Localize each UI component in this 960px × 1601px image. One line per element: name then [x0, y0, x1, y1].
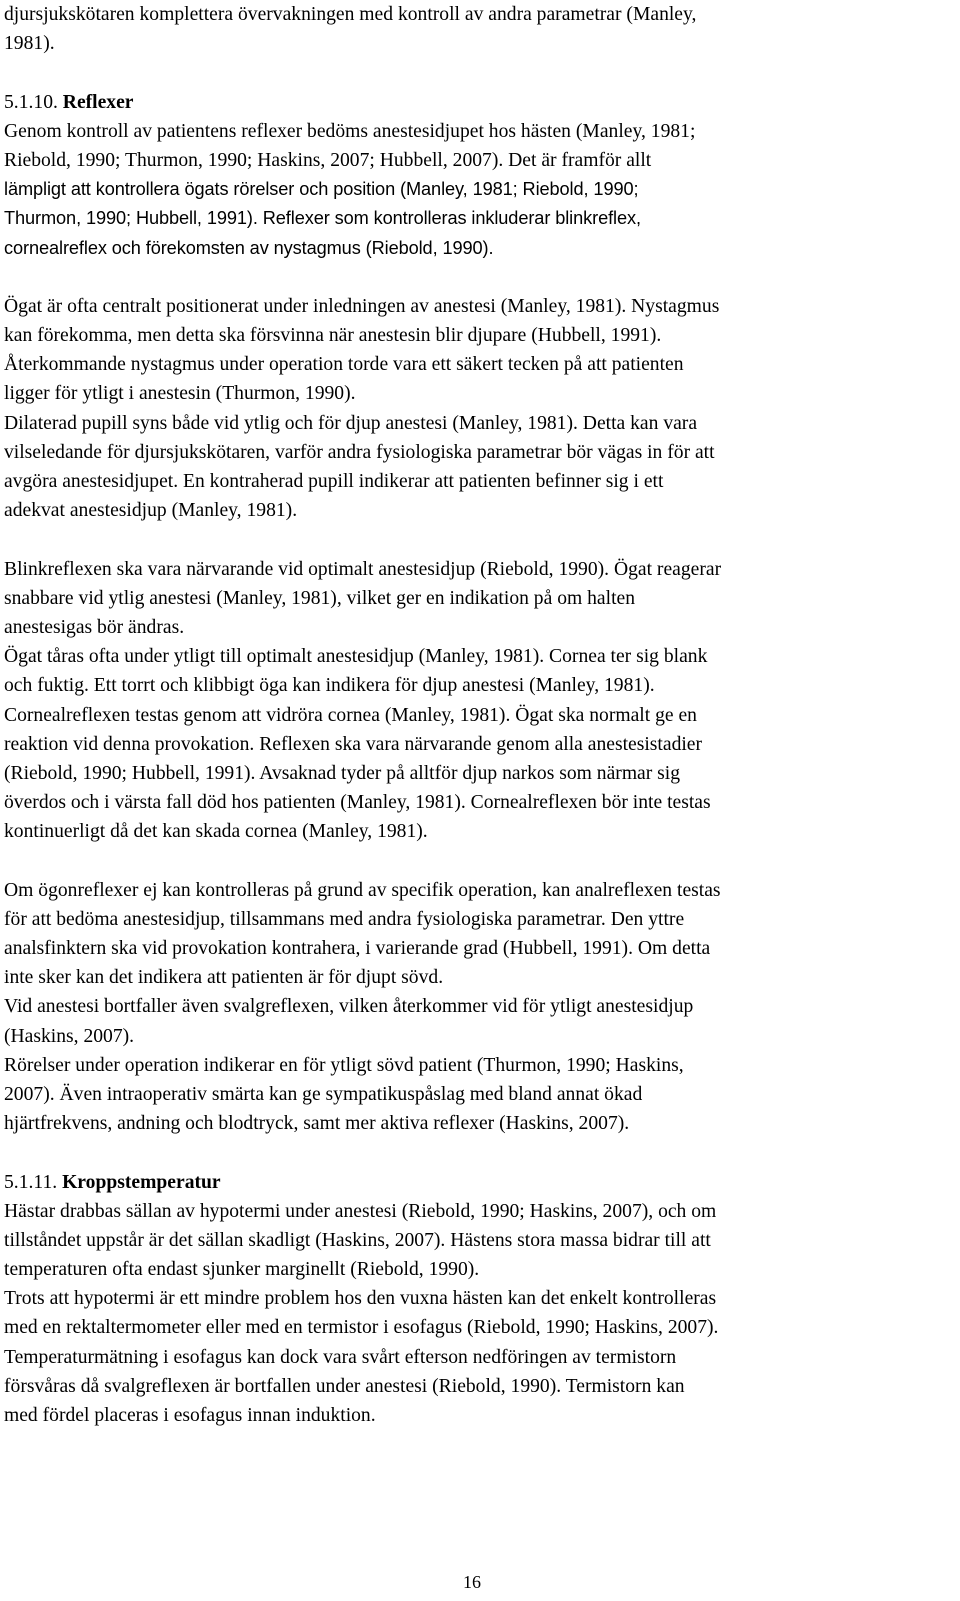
section-number: 5.1.11. [4, 1171, 58, 1193]
section-title: Kroppstemperatur [62, 1171, 221, 1193]
text-line: temperaturen ofta endast sjunker marginellt (Riebold, 1990). [4, 1259, 480, 1281]
section-title: Reflexer [62, 91, 134, 113]
paragraph-reflexer-2 [4, 292, 948, 526]
text-line: och fuktig. Ett torrt och klibbigt öga kan indikera för djup anestesi (Manley, 1981). [4, 675, 655, 697]
text-line: Ögat är ofta centralt positionerat under inledningen av anestesi (Manley, 1981). Nystagmus [4, 295, 720, 317]
text-line: djursjukskötaren komplettera övervakningen med kontroll av andra parametrar (Manley, [4, 4, 697, 25]
text-line: för att bedöma anestesidjup, tillsammans med andra fysiologiska parametrar. Den yttre [4, 908, 685, 930]
page-number: 16 [463, 1572, 481, 1592]
text-line: avgöra anestesidjupet. En kontraherad pupill indikerar att patienten befinner sig i ett [4, 471, 664, 492]
text-line: tillståndet uppstår är det sällan skadligt (Haskins, 2007). Hästens stora massa bidrar till att [4, 1229, 711, 1251]
paragraph-reflexer-3 [4, 555, 948, 847]
text-line: Ögat tåras ofta under ytligt till optimalt anestesidjup (Manley, 1981). Cornea ter sig blank [4, 646, 708, 668]
text-line: Thurmon, 1990; Hubbell, 1991). Reflexer som kontrolleras inkluderar blinkreflex, [4, 208, 641, 229]
text-line: inte sker kan det indikera att patienten är för djupt sövd. [4, 967, 444, 989]
text-line: med en rektaltermometer eller med en termistor i esofagus (Riebold, 1990; Haskins, 2007). [4, 1317, 719, 1339]
text-line: lämpligt att kontrollera ögats rörelser och position (Manley, 1981; Riebold, 1990; [4, 179, 639, 200]
paragraph-kroppstemperatur-1 [4, 1197, 948, 1431]
text-line: Dilaterad pupill syns både vid ytlig och för djup anestesi (Manley, 1981). Detta kan vara [4, 412, 698, 434]
text-line: adekvat anestesidjup (Manley, 1981). [4, 500, 298, 522]
text-line: (Haskins, 2007). [4, 1025, 135, 1047]
text-line: Vid anestesi bortfaller även svalgreflexen, vilken återkommer vid för ytligt anestesidjup [4, 996, 694, 1018]
text-line: vilseledande för djursjukskötaren, varför andra fysiologiska parametrar bör vägas in för att [4, 441, 715, 463]
section-number: 5.1.10. [4, 91, 58, 113]
text-line: snabbare vid ytlig anestesi (Manley, 1981), vilket ger en indikation på om halten [4, 587, 636, 609]
text-line: försvåras då svalgreflexen är bortfallen under anestesi (Riebold, 1990). Termistorn kan [4, 1375, 685, 1397]
section-heading-kroppstemperatur [4, 1168, 948, 1197]
paragraph-reflexer-1 [4, 117, 948, 263]
section-heading-reflexer [4, 88, 948, 117]
text-line: Temperaturmätning i esofagus kan dock vara svårt efterson nedföringen av termistorn [4, 1346, 677, 1368]
text-line: ligger för ytligt i anestesin (Thurmon, 1990). [4, 383, 356, 405]
text-line: Cornealreflexen testas genom att vidröra cornea (Manley, 1981). Ögat ska normalt ge en [4, 704, 697, 726]
text-line: Genom kontroll av patientens reflexer bedöms anestesidjupet hos hästen (Manley, 1981; [4, 120, 696, 142]
text-line: överdos och i värsta fall död hos patienten (Manley, 1981). Cornealreflexen bör inte testas [4, 792, 711, 814]
text-line: Om ögonreflexer ej kan kontrolleras på grund av specifik operation, kan analreflexen testas [4, 879, 721, 901]
text-line: anestesigas bör ändras. [4, 616, 185, 638]
text-line: Trots att hypotermi är ett mindre problem hos den vuxna hästen kan det enkelt kontrolleras [4, 1288, 717, 1310]
text-line: 2007). Även intraoperativ smärta kan ge sympatikuspåslag med bland annat ökad [4, 1083, 643, 1105]
document-page [4, 0, 948, 1430]
text-line: reaktion vid denna provokation. Reflexen ska vara närvarande genom alla anestesistadier [4, 733, 703, 755]
text-line: analsfinktern ska vid provokation kontrahera, i varierande grad (Hubbell, 1991). Om detta [4, 938, 711, 959]
text-line: (Riebold, 1990; Hubbell, 1991). Avsaknad tyder på alltför djup narkos som närmar sig [4, 762, 681, 784]
text-line: Hästar drabbas sällan av hypotermi under anestesi (Riebold, 1990; Haskins, 2007), och om [4, 1200, 717, 1222]
text-line: Riebold, 1990; Thurmon, 1990; Haskins, 2007; Hubbell, 2007). Det är framför allt [4, 149, 652, 171]
text-line: Rörelser under operation indikerar en för ytligt sövd patient (Thurmon, 1990; Haskins, [4, 1054, 684, 1076]
text-line: cornealreflex och förekomsten av nystagmus (Riebold, 1990). [4, 237, 494, 258]
text-line: Blinkreflexen ska vara närvarande vid optimalt anestesidjup (Riebold, 1990). Ögat reagerar [4, 558, 722, 580]
text-line: kan förekomma, men detta ska försvinna när anestesin blir djupare (Hubbell, 1991). [4, 325, 662, 347]
text-line: kontinuerligt då det kan skada cornea (Manley, 1981). [4, 821, 428, 843]
text-line: hjärtfrekvens, andning och blodtryck, samt mer aktiva reflexer (Haskins, 2007). [4, 1113, 630, 1135]
text-line: 1981). [4, 33, 55, 55]
text-line: Återkommande nystagmus under operation torde vara ett säkert tecken på att patienten [4, 354, 684, 376]
intro-paragraph [4, 0, 948, 58]
paragraph-reflexer-4 [4, 876, 948, 1139]
text-line: med fördel placeras i esofagus innan induktion. [4, 1405, 376, 1426]
